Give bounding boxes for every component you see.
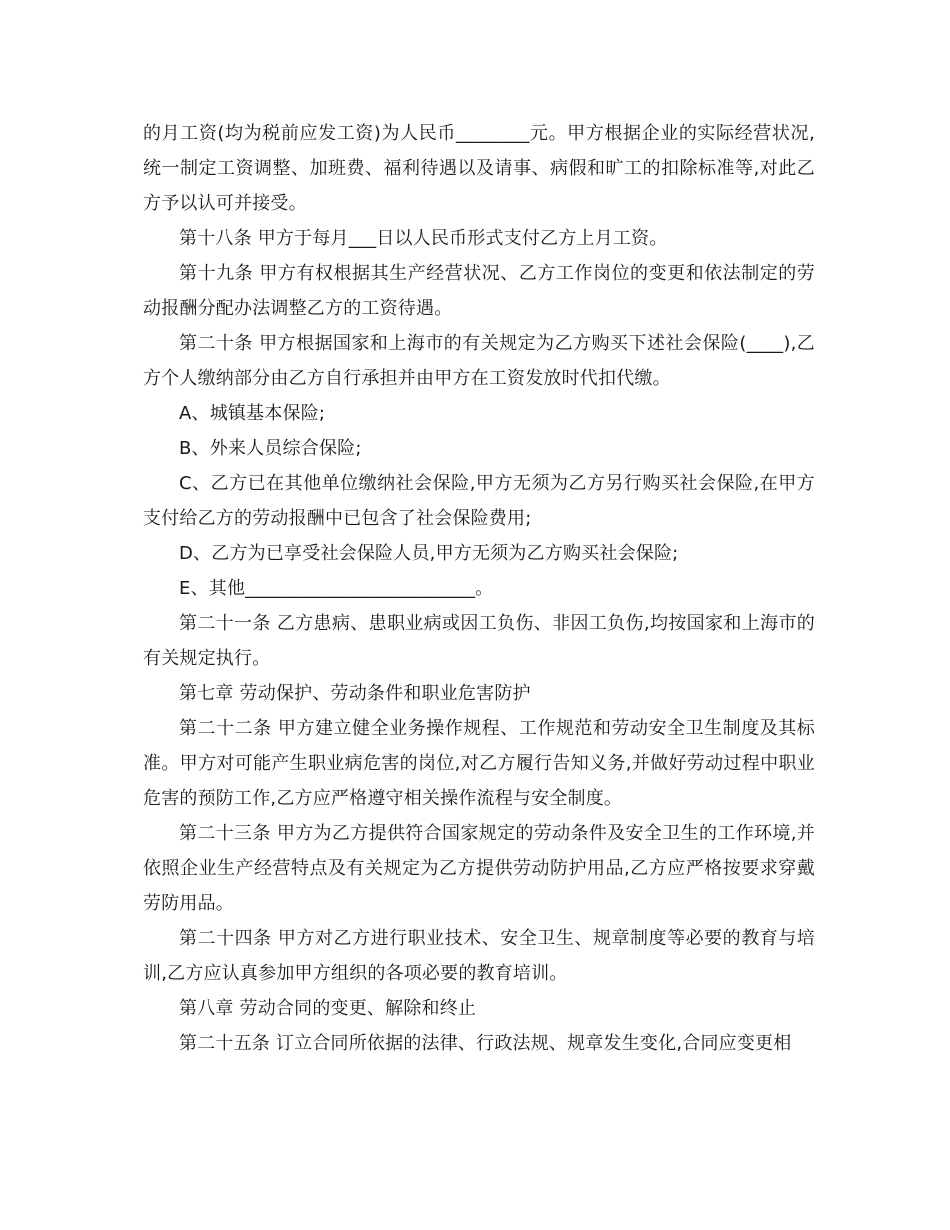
paragraph-2: 第十九条 甲方有权根据其生产经营状况、乙方工作岗位的变更和依法制定的劳动报酬分配办法调整乙方的工资待遇。 [143, 263, 815, 319]
paragraph-1: 第十八条 甲方于每月___日以人民币形式支付乙方上月工资。 [179, 228, 668, 249]
paragraph-3: 第二十条 甲方根据国家和上海市的有关规定为乙方购买下述社会保险(____),乙方个人缴纳部分由乙方自行承担并由甲方在工资发放时代扣代缴。 [143, 333, 815, 389]
paragraph-13: 第二十四条 甲方对乙方进行职业技术、安全卫生、规章制度等必要的教育与培训,乙方应认真参加甲方组织的各项必要的教育培训。 [143, 928, 815, 984]
paragraph-5: B、外来人员综合保险; [179, 438, 362, 459]
paragraph-6: C、乙方已在其他单位缴纳社会保险,甲方无须为乙方另行购买社会保险,在甲方支付给乙方的劳动报酬中已包含了社会保险费用; [143, 473, 815, 529]
paragraph-12: 第二十三条 甲方为乙方提供符合国家规定的劳动条件及安全卫生的工作环境,并依照企业生产经营特点及有关规定为乙方提供劳动防护用品,乙方应严格按要求穿戴劳防用品。 [143, 823, 815, 914]
paragraph-7: D、乙方为已享受社会保险人员,甲方无须为乙方购买社会保险; [179, 543, 679, 564]
paragraph-8: E、其他_________________________。 [179, 578, 494, 599]
paragraph-0: 的月工资(均为税前应发工资)为人民币________元。甲方根据企业的实际经营状况,统一制定工资调整、加班费、福利待遇以及请事、病假和旷工的扣除标准等,对此乙方予以认可并接受。 [143, 123, 815, 214]
paragraph-9: 第二十一条 乙方患病、患职业病或因工负伤、非因工负伤,均按国家和上海市的有关规定执行。 [143, 613, 815, 669]
paragraph-15: 第二十五条 订立合同所依据的法律、行政法规、规章发生变化,合同应变更相 [179, 1033, 792, 1054]
chapter-heading-7: 第七章 劳动保护、劳动条件和职业危害防护 [179, 683, 531, 704]
paragraph-11: 第二十二条 甲方建立健全业务操作规程、工作规范和劳动安全卫生制度及其标准。甲方对可能产生职业病危害的岗位,对乙方履行告知义务,并做好劳动过程中职业危害的预防工作,乙方应严格遵守相关操作流程与安全制度。 [143, 718, 815, 809]
document-body [143, 116, 815, 1061]
chapter-heading-8: 第八章 劳动合同的变更、解除和终止 [179, 998, 477, 1019]
paragraph-4: A、城镇基本保险; [179, 403, 326, 424]
